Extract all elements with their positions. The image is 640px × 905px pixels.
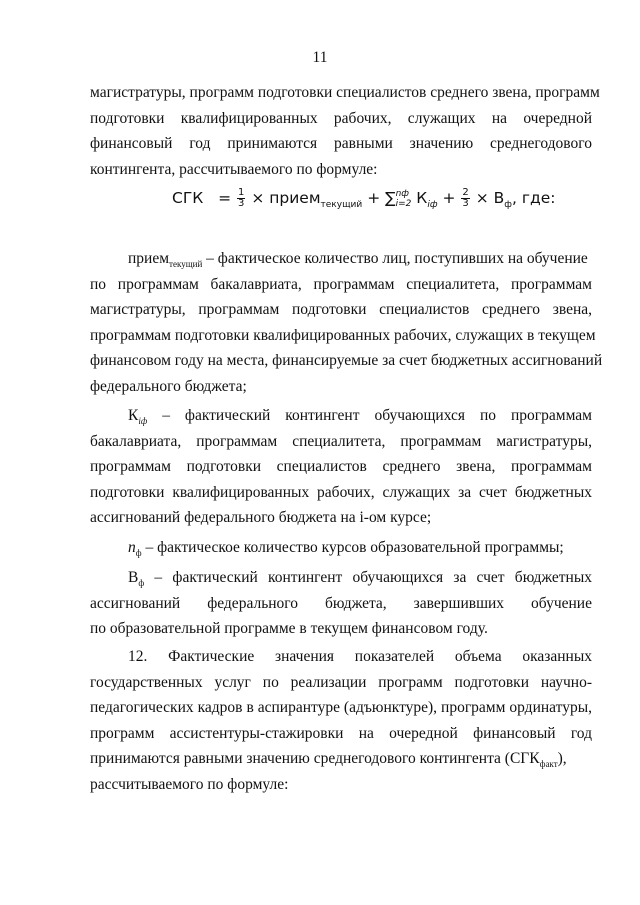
text-line: рассчитываемого по формуле: [90,775,289,793]
text-line: $n_ф$ – фактическое количество курсов образовательной программы; [128,539,564,559]
text-line: $К_{iф}$ – фактический контингент обучающихся по программам [128,407,592,427]
term-k: К [128,407,139,424]
term-k-sub: iф [138,416,148,427]
paragraph-12 [90,644,592,797]
term-v: В [128,569,139,586]
definition-n [90,535,592,561]
text-line: программам подготовки специалистов среднего звена, программам [90,458,592,475]
formula-k: К [416,189,428,207]
term-n: n [128,539,136,556]
sum-sign: ∑ [385,189,396,207]
term-priem-sub: текущий [169,259,203,270]
text-line: программ ассистентуры-стажировки на очередной финансовый год [90,724,592,742]
text-line: подготовки квалифицированных рабочих, служащих на очередной [90,109,592,127]
text-line: принимаются равными значению среднегодового контингента $(СГК_{факт})$, [90,750,567,770]
formula-k-sub: iф [427,200,438,211]
sum-limits: nф i=2 [395,188,412,209]
times-sign: × [251,189,265,207]
formula-priem-sub: текущий [320,200,363,211]
text-line: ассигнований федерального бюджета, завершивших обучение [90,594,592,612]
fraction-one-third: $\frac{1}{3}$ [238,187,245,209]
text-line: программам подготовки квалифицированных рабочих, служащих в текущем [90,326,596,344]
times-sign: × [475,189,489,207]
text-line: по образовательной программе в текущем финансовом году. [90,620,488,637]
text-line: государственных услуг по реализации программ подготовки научно- [90,673,592,691]
paragraph-intro [90,80,600,182]
page-number: 11 [312,49,328,66]
text-line: педагогических кадров в аспирантуре (адъюнктуре), программ ординатуры, [90,699,592,716]
text-line: $В_ф$ – фактический контингент обучающихся за счет бюджетных [128,569,592,589]
formula-v-sub: ф [504,200,512,211]
formula-eq: = [218,189,232,207]
text-line: прием$_{текущий}$ – фактическое количество лиц, поступивших на обучение [128,250,588,270]
sgk-fact-sub: факт [539,759,558,770]
plus-sign: + [442,189,456,207]
text-line: финансовый год принимаются равными значению среднегодового [90,135,592,152]
definition-k [90,403,592,531]
formula-tail: , где: [511,189,556,207]
term-n-sub: ф [135,548,142,559]
fraction-two-thirds: $\frac{2}{3}$ [462,187,469,209]
definition-priem [90,246,603,399]
plus-sign: + [367,189,381,207]
text-line: ассигнований федерального бюджета на i-ом курсе; [90,509,432,526]
text-line: магистратуры, программ подготовки специалистов среднего звена, программ [90,84,600,101]
formula-lhs: СГК [172,189,204,207]
text-line: контингента, рассчитываемого по формуле: [90,160,378,178]
term-v-sub: ф [138,578,145,589]
text-line: 12. Фактические значения показателей объема оказанных [128,648,592,665]
definition-v [90,565,592,642]
text-line: магистратуры, программам подготовки специалистов среднего звена, [90,301,592,318]
text-line: подготовки квалифицированных рабочих, служащих за счет бюджетных [90,483,592,501]
formula-v: В [493,189,505,207]
formula-priem: прием [269,189,321,207]
text-line: финансовом году на места, финансируемые за счет бюджетных ассигнований [90,352,603,369]
text-line: бакалавриата, программам специалитета, программам магистратуры, [90,432,592,450]
text-line: по программам бакалавриата, программам специалитета, программам [90,275,592,293]
text-line: федерального бюджета; [90,377,247,395]
term-priem: прием [128,250,170,267]
formula-sgk [172,188,555,210]
